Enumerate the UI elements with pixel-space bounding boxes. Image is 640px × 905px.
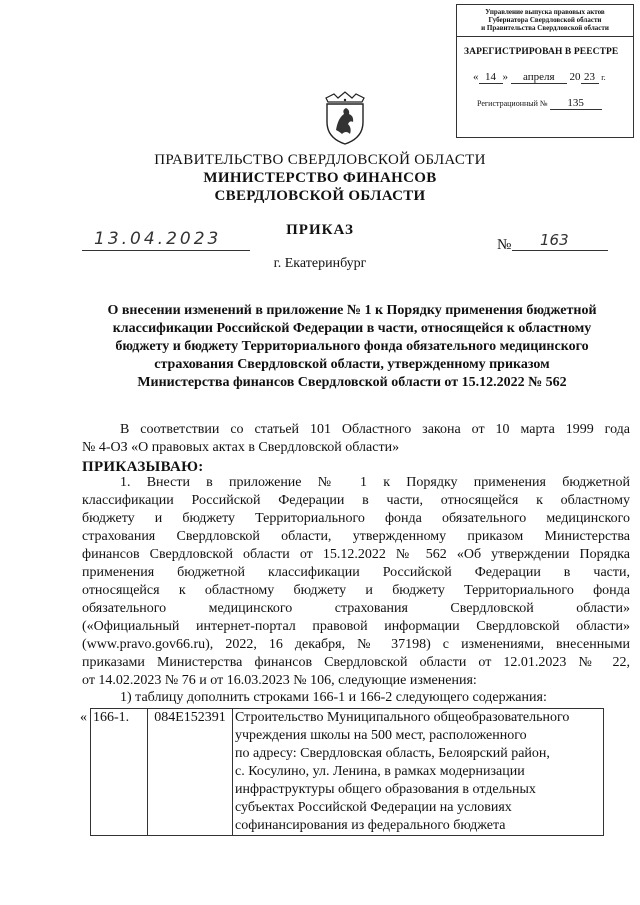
title-line: О внесении изменений в приложение № 1 к Порядку применения бюджетной (107, 303, 597, 318)
item-line: приказами Министерства финансов Свердловской области от 12.01.2023 № 22, (82, 655, 630, 670)
description-line: с. Косулино, ул. Ленина, в рамках модернизации (235, 764, 525, 779)
stamp-year-prefix: 20 (569, 71, 581, 83)
registry-stamp (456, 4, 634, 138)
item-1 (82, 474, 630, 690)
city: г. Екатеринбург (273, 256, 367, 271)
order-number-label: № (497, 237, 512, 253)
item-line: бюджету и бюджету Территориального фонда обязательного медицинского (82, 511, 630, 526)
item-line: от 14.02.2023 № 76 и от 16.03.2023 № 106, следующие изменения: (82, 673, 477, 688)
document-type: ПРИКАЗ (286, 222, 354, 238)
table-code: 084E152391 (148, 709, 233, 836)
table-row-number: 166-1. (91, 709, 148, 836)
stamp-year-unit: г. (601, 73, 606, 82)
subitem-line: 1) таблицу дополнить строками 166-1 и 166-2 следующего содержания: (120, 690, 547, 705)
item-line: 1. Внести в приложение № 1 к Порядку применения бюджетной (120, 475, 630, 490)
government-name: ПРАВИТЕЛЬСТВО СВЕРДЛОВСКОЙ ОБЛАСТИ (154, 152, 486, 168)
stamp-month: апреля (511, 72, 567, 84)
ministry-region: СВЕРДЛОВСКОЙ ОБЛАСТИ (214, 188, 426, 204)
stamp-reg-label: Регистрационный № (477, 99, 548, 108)
title-line: Министерства финансов Свердловской области от 15.12.2022 № 562 (137, 375, 567, 390)
description-line: по адресу: Свердловская область, Белоярский район, (235, 746, 550, 761)
item-line: («Официальный интернет-портал правовой информации Свердловской области» (82, 619, 630, 634)
description-line: софинансирования из федерального бюджета (235, 818, 506, 833)
stamp-date (473, 71, 633, 84)
subitem-1 (82, 689, 630, 707)
stamp-quote-open: « (473, 71, 479, 83)
stamp-header-line: и Правительства Свердловской области (481, 24, 609, 32)
item-line: применения бюджетной классификации Российской Федерации в части, (82, 565, 630, 580)
table-description (233, 709, 604, 836)
preamble-line: В соответствии со статьей 101 Областного закона от 10 марта 1999 года (120, 422, 630, 437)
table-quote: « (80, 709, 87, 725)
description-line: Строительство Муниципального общеобразовательного (235, 710, 570, 725)
item-line: классификации Российской Федерации в части, относящейся к областному (82, 493, 630, 508)
item-line: финансов Свердловской области от 15.12.2022 № 562 «Об утверждении Порядка (82, 547, 630, 562)
preamble-line: № 4-ОЗ «О правовых актах в Свердловской области» (82, 440, 400, 455)
item-line: страхования Свердловской области, утвержденному приказом Министерства (82, 529, 630, 544)
order-date-handwritten: 13.04.2023 (94, 229, 222, 249)
stamp-reg-number (477, 98, 633, 110)
stamp-reg-value: 135 (550, 98, 602, 110)
ministry-name: МИНИСТЕРСТВО ФИНАНСОВ (203, 170, 437, 186)
description-line: субъектах Российской Федерации на условиях (235, 800, 512, 815)
stamp-registered: ЗАРЕГИСТРИРОВАН В РЕЕСТРЕ (464, 47, 619, 57)
title-line: классификации Российской Федерации в части, относящейся к областному (112, 321, 592, 336)
title-line: бюджету и бюджету Территориального фонда обязательного медицинского (115, 339, 589, 354)
table-row (80, 709, 604, 836)
order-word: ПРИКАЗЫВАЮ: (82, 459, 204, 475)
description-line: учреждения школы на 500 мест, расположенного (235, 728, 527, 743)
document-title (82, 302, 622, 392)
stamp-header-line: Губернатора Свердловской области (488, 16, 602, 24)
stamp-year-suffix: 23 (581, 72, 599, 84)
title-line: страхования Свердловской области, утвержденному приказом (154, 357, 550, 372)
order-number-handwritten: 163 (540, 231, 569, 249)
classification-table (80, 708, 604, 836)
item-line: (www.pravo.gov66.ru), 2022, 16 декабря, № 37198) с изменениями, внесенными (82, 637, 630, 652)
stamp-header-line: Управление выпуска правовых актов (485, 8, 605, 16)
item-line: обязательного медицинского страхования Свердловской области» (82, 601, 630, 616)
coat-of-arms-emblem (322, 90, 368, 146)
item-line: относящейся к областному бюджету и бюджету Территориального фонда (82, 583, 630, 598)
stamp-day: 14 (479, 72, 503, 84)
stamp-quote-close: » (502, 71, 508, 83)
preamble (82, 421, 630, 457)
stamp-header (457, 5, 633, 37)
description-line: инфраструктуры общего образования в отдельных (235, 782, 536, 797)
